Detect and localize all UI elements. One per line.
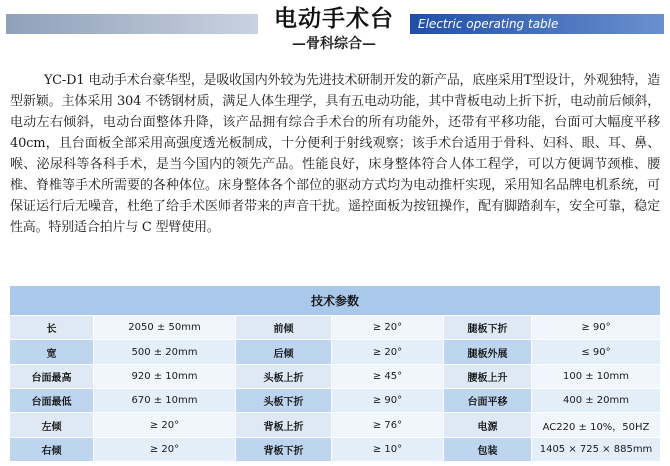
table-row [10,438,660,462]
table-row [10,365,660,389]
table-row [10,340,660,364]
table-row [10,413,660,437]
page-subtitle: —骨科综合— [292,36,376,52]
spec-label: 后倾 [236,340,332,364]
spec-value: ≥ 76° [332,413,444,437]
spec-label: 台面最低 [10,389,94,413]
spec-label: 电源 [444,413,532,437]
spec-label: 腿板下折 [444,316,532,340]
english-title-bar: Electric operating table [410,14,664,34]
spec-label: 前倾 [236,316,332,340]
spec-label: 长 [10,316,94,340]
spec-label: 宽 [10,340,94,364]
spec-value: ≥ 90° [332,389,444,413]
spec-value: 670 ± 10mm [94,389,236,413]
spec-value: ≥ 10° [332,438,444,462]
spec-value: AC220 ± 10%，50HZ [532,413,660,437]
spec-label: 头板上折 [236,365,332,389]
spec-value: ≥ 20° [94,438,236,462]
table-row [10,316,660,340]
spec-label: 左倾 [10,413,94,437]
spec-value: ≥ 90° [532,316,660,340]
spec-value: 2050 ± 50mm [94,316,236,340]
product-description: YC-D1 电动手术台豪华型，是吸收国内外较为先进技术研制开发的新产品，底座采用T型设计，外观独特，造型新颖。主体采用 304 不锈钢材质，满足人体生理学，具有五电动功能，其中背板电动上折下折，电动前后倾斜，电动左右倾斜，电动台面整体升降，该产品拥有综合手术台的所有功能外，还带有平移功能，台面可大幅度平移 40cm，且台面板全部采用高强度透光板制成，十分便利于射线观察；该手术台适用于骨科、妇科、眼、耳、鼻、喉、泌尿科等各科手术，是当今国内的领先产品。性能良好，床身整体符合人体工程学，可以方便调节颈椎、腰椎、脊椎等手术所需要的各种体位。床身整体各个部位的驱动方式均为电动推杆实现，采用知名品牌电机系统，可保证运行后无噪音，杜绝了给手术医师者带来的声音干扰。遥控面板为按钮操作，配有脚踏刹车，安全可靠，稳定性高。特别适合拍片与 C 型臂使用。 [10,73,660,235]
spec-table-header [10,286,660,316]
spec-label: 背板上折 [236,413,332,437]
spec-label: 腿板外展 [444,340,532,364]
spec-label: 包装 [444,438,532,462]
spec-value: 100 ± 10mm [532,365,660,389]
spec-value: 400 ± 20mm [532,389,660,413]
spec-label: 台面最高 [10,365,94,389]
spec-label: 右倾 [10,438,94,462]
spec-label: 腰板上升 [444,365,532,389]
spec-label: 台面平移 [444,389,532,413]
header [0,0,670,62]
header-left-bar [6,14,258,34]
spec-value: 920 ± 10mm [94,365,236,389]
spec-value: ≥ 45° [332,365,444,389]
spec-value: ≥ 20° [332,340,444,364]
spec-label: 背板下折 [236,438,332,462]
page-title: 电动手术台 [274,5,394,32]
spec-value: 500 ± 20mm [94,340,236,364]
spec-value: ≤ 90° [532,340,660,364]
spec-table-title: 技术参数 [10,286,660,316]
spec-value: ≥ 20° [332,316,444,340]
spec-label: 头板下折 [236,389,332,413]
spec-value: 1405 × 725 × 885mm [532,438,660,462]
table-row [10,389,660,413]
spec-value: ≥ 20° [94,413,236,437]
spec-table [10,286,660,462]
